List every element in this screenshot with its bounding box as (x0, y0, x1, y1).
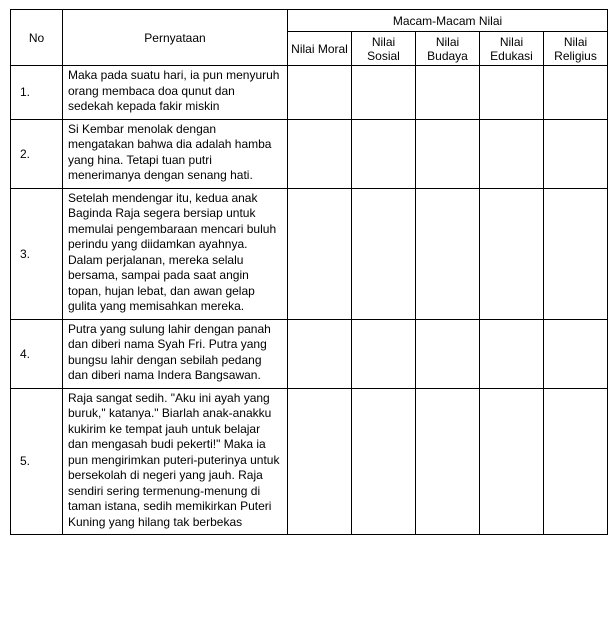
header-macam-macam-nilai: Macam-Macam Nilai (288, 10, 608, 32)
value-cell-moral (288, 119, 352, 188)
value-cell-budaya (416, 119, 480, 188)
row-number: 3. (11, 188, 63, 319)
value-cell-budaya (416, 66, 480, 120)
header-row-group (11, 10, 608, 32)
value-cell-moral (288, 319, 352, 388)
row-number: 2. (11, 119, 63, 188)
value-cell-sosial (352, 319, 416, 388)
value-cell-moral (288, 188, 352, 319)
statement-text: Si Kembar menolak dengan mengatakan bahwa dia adalah hamba yang hina. Tetapi tuan putri menerimanya dengan senang hati. (63, 119, 288, 188)
value-cell-edukasi (480, 319, 544, 388)
header-pernyataan: Pernyataan (63, 10, 288, 66)
row-number: 4. (11, 319, 63, 388)
table-row (11, 319, 608, 388)
row-number: 5. (11, 388, 63, 535)
row-number: 1. (11, 66, 63, 120)
values-table (10, 9, 608, 535)
statement-text: Putra yang sulung lahir dengan panah dan diberi nama Syah Fri. Putra yang bungsu lahir dengan sebilah pedang dan diberi nama Indera Bangsawan. (63, 319, 288, 388)
value-cell-edukasi (480, 388, 544, 535)
header-nilai-budaya: Nilai Budaya (416, 32, 480, 66)
value-cell-sosial (352, 388, 416, 535)
table-row (11, 188, 608, 319)
statement-text: Setelah mendengar itu, kedua anak Baginda Raja segera bersiap untuk memulai pengembaraan mencari buluh perindu yang diidamkan ayahnya. Dalam perjalanan, mereka selalu bersama, sampai pada saat angin topan, hujan lebat, dan awan gelap gulita yang memisahkan mereka. (63, 188, 288, 319)
value-cell-moral (288, 388, 352, 535)
table-row (11, 388, 608, 535)
value-cell-edukasi (480, 66, 544, 120)
value-cell-sosial (352, 188, 416, 319)
statement-text: Maka pada suatu hari, ia pun menyuruh orang membaca doa qunut dan sedekah kepada fakir miskin (63, 66, 288, 120)
value-cell-budaya (416, 388, 480, 535)
value-cell-sosial (352, 66, 416, 120)
statement-text: Raja sangat sedih. "Aku ini ayah yang buruk," katanya." Biarlah anak-anakku kukirim ke tempat jauh untuk belajar dan mengasah budi pekerti!" Maka ia pun mengirimkan puteri-puterinya untuk bersekolah di negeri yang jauh. Raja sendiri sering termenung-menung di taman istana, sedih memikirkan Puteri Kuning yang hilang tak berbekas (63, 388, 288, 535)
table-row (11, 66, 608, 120)
table-row (11, 119, 608, 188)
value-cell-edukasi (480, 119, 544, 188)
value-cell-sosial (352, 119, 416, 188)
header-no: No (11, 10, 63, 66)
header-nilai-sosial: Nilai Sosial (352, 32, 416, 66)
value-cell-edukasi (480, 188, 544, 319)
value-cell-religius (544, 66, 608, 120)
header-nilai-moral: Nilai Moral (288, 32, 352, 66)
value-cell-budaya (416, 188, 480, 319)
value-cell-budaya (416, 319, 480, 388)
value-cell-religius (544, 119, 608, 188)
value-cell-religius (544, 388, 608, 535)
value-cell-religius (544, 319, 608, 388)
value-cell-moral (288, 66, 352, 120)
header-nilai-religius: Nilai Religius (544, 32, 608, 66)
header-nilai-edukasi: Nilai Edukasi (480, 32, 544, 66)
value-cell-religius (544, 188, 608, 319)
